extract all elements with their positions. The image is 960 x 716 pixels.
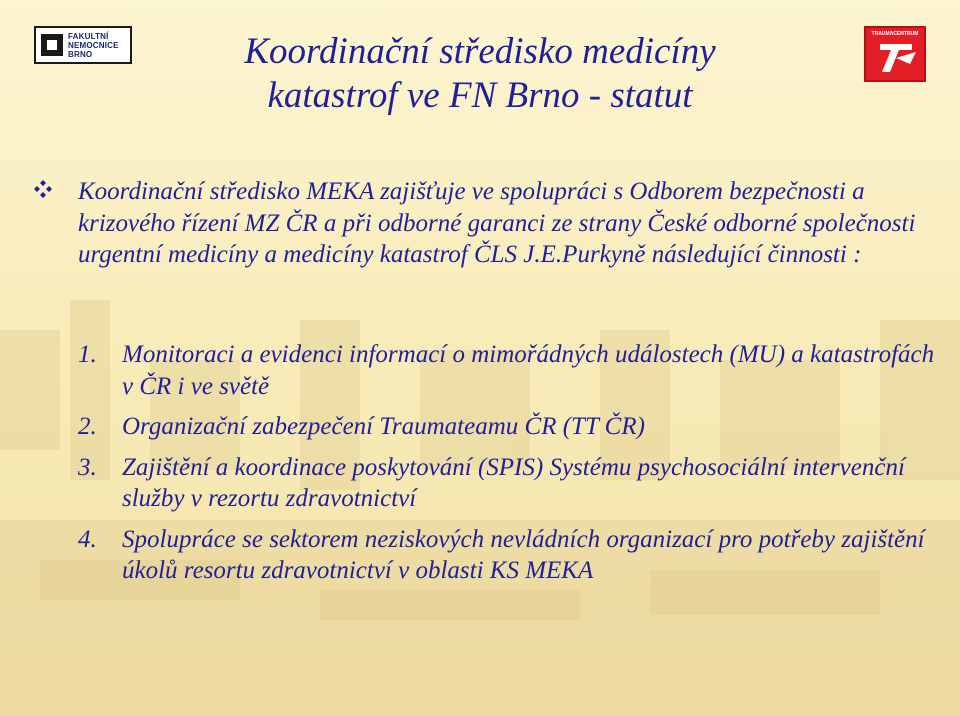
page-title-line2: katastrof ve FN Brno - statut xyxy=(267,75,693,116)
list-item xyxy=(78,524,938,587)
four-diamond-bullet-icon xyxy=(34,180,52,198)
hospital-logo-line3: BRNO xyxy=(68,49,93,59)
activities-list xyxy=(78,339,938,596)
hospital-logo-text xyxy=(68,32,119,59)
list-item-number: 3. xyxy=(78,453,97,481)
list-item xyxy=(78,411,938,443)
list-item-number: 2. xyxy=(78,413,97,440)
list-item-text: Organizační zabezpečení Traumateamu ČR (TT ČR) xyxy=(122,413,645,440)
hospital-logo-mark xyxy=(41,34,63,56)
hospital-logo-line1: FAKULTNÍ xyxy=(68,31,109,41)
hospital-logo-icon xyxy=(34,26,132,64)
page-title xyxy=(150,30,810,118)
list-item-number: 1. xyxy=(78,341,97,368)
hospital-logo-line2: NEMOCNICE xyxy=(68,40,119,50)
list-item xyxy=(78,452,938,515)
list-item-text: Spolupráce se sektorem neziskových nevládních organizací pro potřeby zajištění úkolů resortu zdravotnictví v oblasti KS MEKA xyxy=(122,525,925,584)
list-item-number: 4. xyxy=(78,525,97,553)
traumacentrum-logo-icon xyxy=(864,26,926,82)
list-item xyxy=(78,339,938,402)
traumacentrum-logo-caption: TRAUMACENTRUM xyxy=(871,31,919,37)
intro-paragraph: Koordinační středisko MEKA zajišťuje ve spolupráci s Odborem bezpečnosti a krizového řízení MZ ČR a při odborné garanci ze strany České odborné společnosti urgentní medicíny a medicíny katastrof ČLS J.E.Purkyně následující činnosti : xyxy=(78,178,916,268)
page-title-line1: Koordinační středisko medicíny xyxy=(244,31,716,72)
list-item-text: Zajištění a koordinace poskytování (SPIS) Systému psychosociální intervenční služby v rezortu zdravotnictví xyxy=(122,453,905,512)
list-item-text: Monitoraci a evidenci informací o mimořádných událostech (MU) a katastrofách v ČR i ve světě xyxy=(122,341,935,400)
